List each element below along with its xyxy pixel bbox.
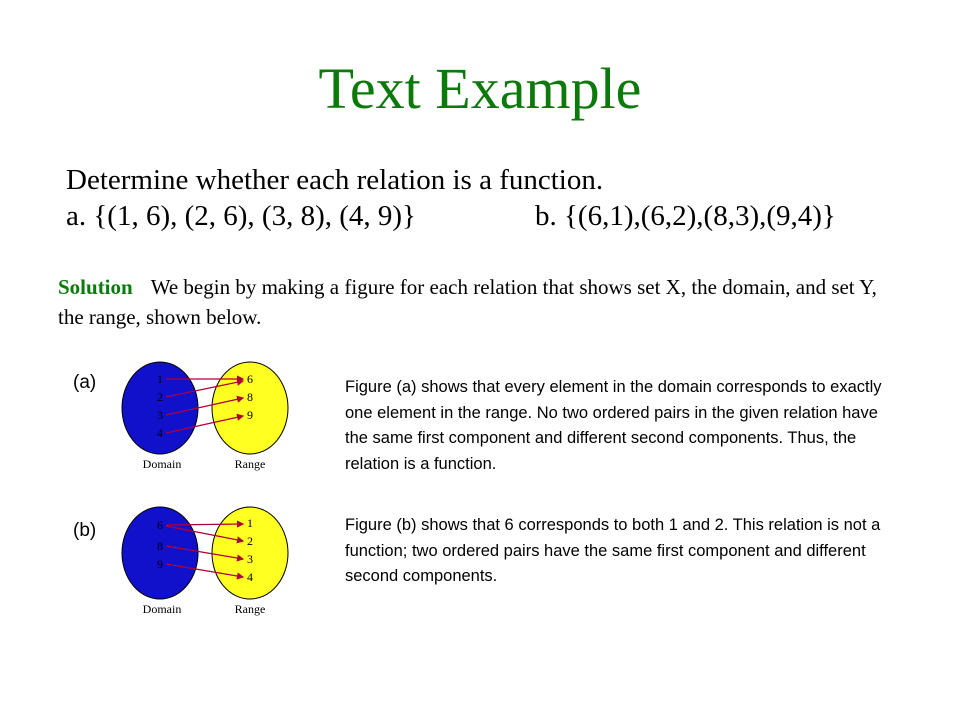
- figure-a-label: (a): [73, 372, 97, 393]
- mapping-diagram-b: [110, 505, 290, 625]
- range-caption: Range: [234, 457, 266, 471]
- solution-label: Solution: [58, 275, 133, 299]
- domain-caption: Domain: [142, 457, 182, 471]
- range-value: 8: [247, 390, 253, 404]
- mapping-diagram-a: [110, 360, 290, 480]
- range-value: 9: [247, 408, 253, 422]
- domain-value: 8: [157, 539, 163, 553]
- domain-value: 9: [157, 557, 163, 571]
- relation-b: b. {(6,1),(6,2),(8,3),(9,4)}: [535, 200, 836, 232]
- figure-b-explanation: Figure (b) shows that 6 corresponds to both 1 and 2. This relation is not a function; two ordered pairs have the same first component and different second components.: [345, 516, 881, 586]
- range-value: 4: [247, 570, 253, 584]
- domain-caption: Domain: [142, 602, 182, 616]
- range-value: 2: [247, 534, 253, 548]
- slide-title: Text Example: [318, 56, 642, 121]
- relation-a: a. {(1, 6), (2, 6), (3, 8), (4, 9)}: [66, 200, 416, 232]
- figure-a-explanation: Figure (a) shows that every element in the domain corresponds to exactly one element in the range. No two ordered pairs in the given relation have the same first component and different second components. Thus, the relation is a function.: [345, 378, 882, 473]
- range-caption: Range: [234, 602, 266, 616]
- range-value: 6: [247, 372, 253, 386]
- domain-value: 1: [157, 372, 163, 386]
- domain-value: 6: [157, 518, 163, 532]
- solution-paragraph: [58, 272, 888, 333]
- domain-value: 4: [157, 426, 163, 440]
- domain-value: 2: [157, 390, 163, 404]
- problem-prompt: Determine whether each relation is a function.: [66, 164, 604, 196]
- figure-b-label: (b): [73, 520, 97, 541]
- solution-text: We begin by making a figure for each relation that shows set X, the domain, and set Y, the range, shown below.: [58, 275, 877, 330]
- range-value: 3: [247, 552, 253, 566]
- domain-value: 3: [157, 408, 163, 422]
- range-value: 1: [247, 516, 253, 530]
